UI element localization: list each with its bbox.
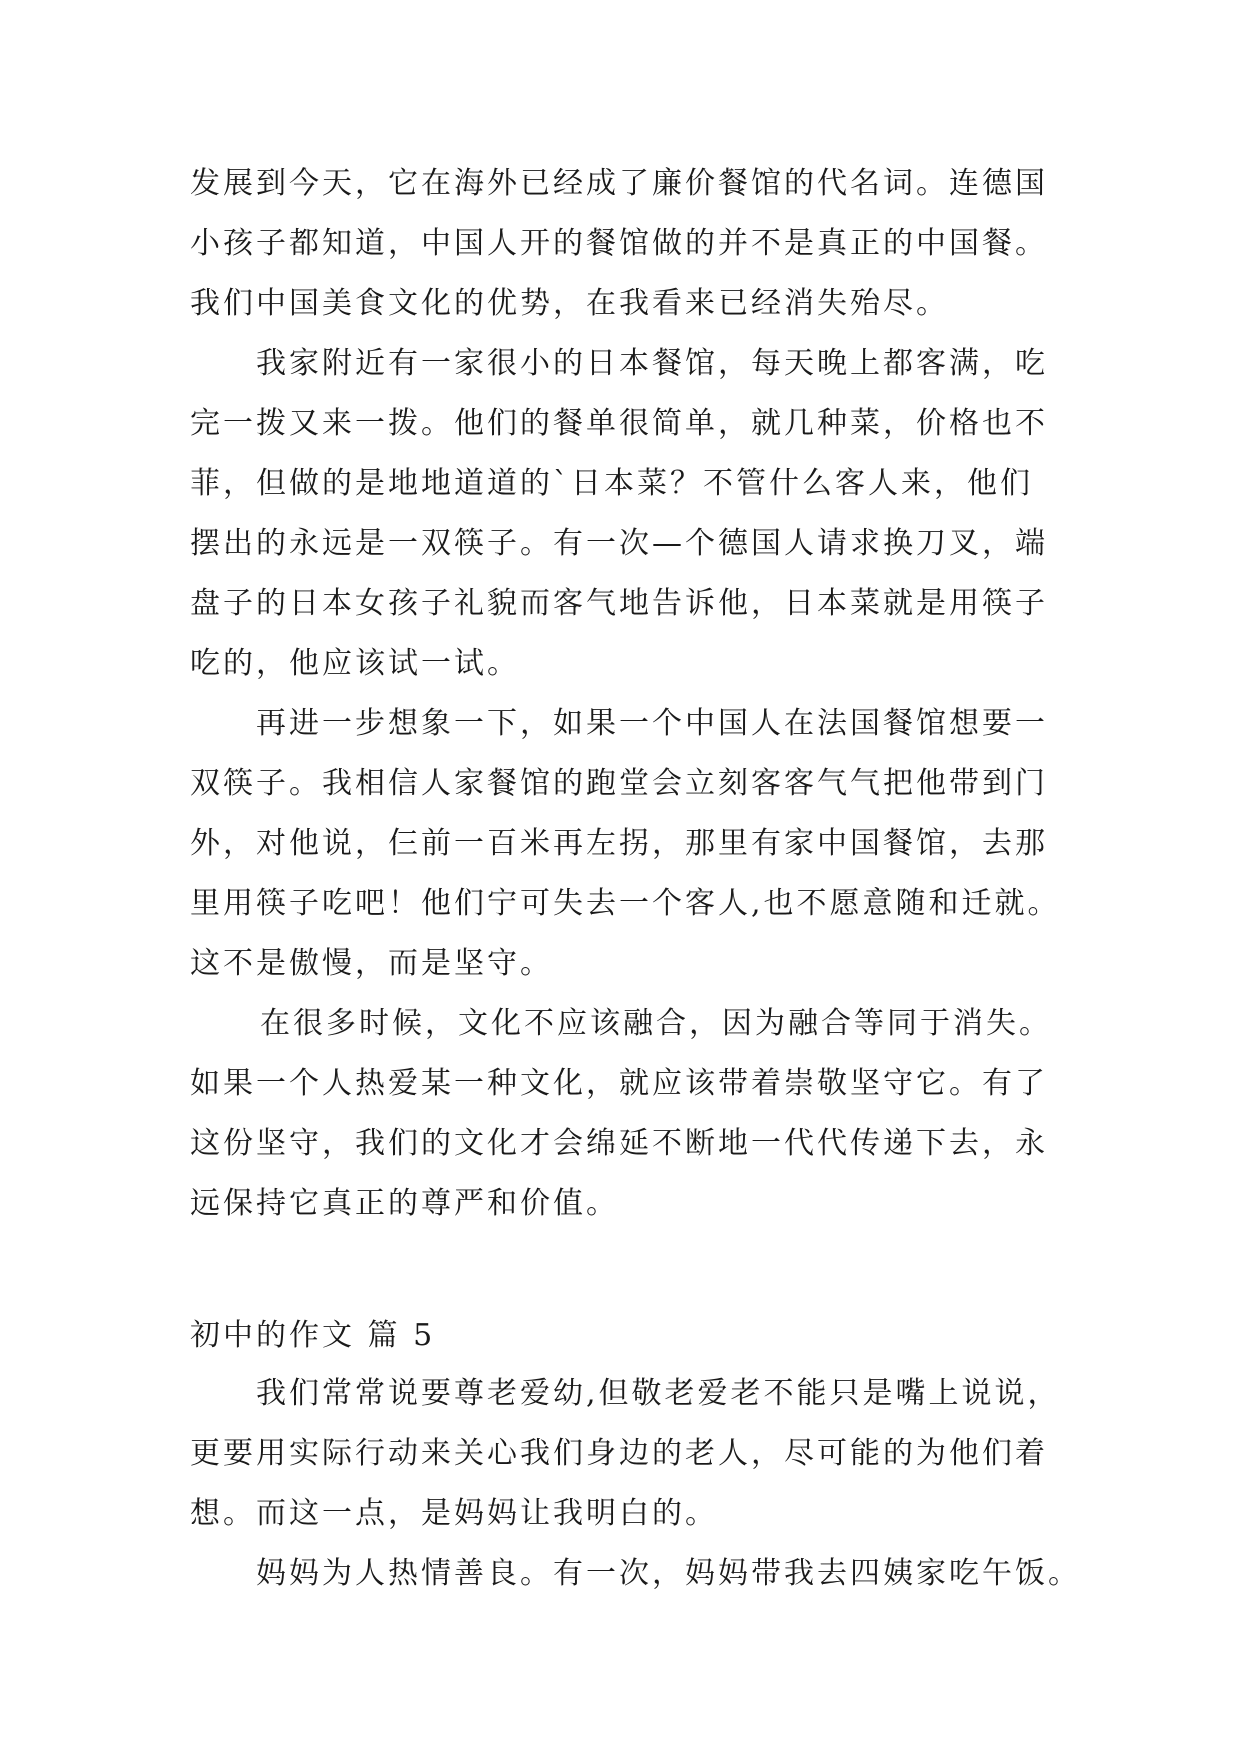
- paragraph: [190, 1550, 1081, 1610]
- text-line: 这份坚守，我们的文化才会绵延不断地一代代传递下去，永: [190, 1126, 1048, 1161]
- text-line: 双筷子。我相信人家餐馆的跑堂会立刻客客气气把他带到门: [190, 766, 1048, 801]
- paragraph: [190, 1000, 1070, 1240]
- paragraph: [190, 160, 1070, 340]
- document-body: [190, 160, 1081, 1610]
- text-line: 如果一个人热爱某一种文化，就应该带着崇敬坚守它。有了: [190, 1066, 1048, 1101]
- text-line: 里用筷子吃吧！他们宁可失去一个客人,也不愿意随和迁就。: [190, 886, 1061, 921]
- text-line: 外，对他说，仨前一百米再左拐，那里有家中国餐馆，去那: [190, 826, 1048, 861]
- text-line: 我家附近有一家很小的日本餐馆，每天晚上都客满，吃: [256, 346, 1048, 381]
- text-line: 小孩子都知道，中国人开的餐馆做的并不是真正的中国餐。: [190, 226, 1048, 261]
- text-line: 想。而这一点，是妈妈让我明白的。: [190, 1496, 718, 1531]
- text-line: 远保持它真正的尊严和价值。: [190, 1186, 619, 1221]
- text-line: 我们中国美食文化的优势，在我看来已经消失殆尽。: [190, 286, 949, 321]
- text-line: 摆出的永远是一双筷子。有一次—个德国人请求换刀叉，端: [190, 526, 1048, 561]
- paragraph: [190, 700, 1070, 1000]
- text-line: 更要用实际行动来关心我们身边的老人，尽可能的为他们着: [190, 1436, 1048, 1471]
- text-line: 妈妈为人热情善良。有一次，妈妈带我去四姨家吃午饭。: [256, 1556, 1081, 1591]
- text-line: 完一拨又来一拨。他们的餐单很简单，就几种菜，价格也不: [190, 406, 1048, 441]
- text-line: 再进一步想象一下，如果一个中国人在法国餐馆想要一: [256, 706, 1048, 741]
- text-line: 菲，但做的是地地道道的`日本菜？不管什么客人来，他们: [190, 466, 1033, 501]
- text-line: 吃的，他应该试一试。: [190, 646, 520, 681]
- text-line: 发展到今天，它在海外已经成了廉价餐馆的代名词。连德国: [190, 166, 1048, 201]
- text-line: 这不是傲慢，而是坚守。: [190, 946, 553, 981]
- paragraph: [190, 340, 1070, 700]
- text-line: 我们常常说要尊老爱幼,但敬老爱老不能只是嘴上说说，: [256, 1376, 1061, 1411]
- text-line: 盘子的日本女孩子礼貌而客气地告诉他，日本菜就是用筷子: [190, 586, 1048, 621]
- text-line: 在很多时候，文化不应该融合，因为融合等同于消失。: [260, 1006, 1052, 1041]
- paragraph: [190, 1370, 1070, 1550]
- section-spacer: [190, 1240, 1070, 1312]
- section-heading: 初中的作文 篇 5: [190, 1318, 436, 1353]
